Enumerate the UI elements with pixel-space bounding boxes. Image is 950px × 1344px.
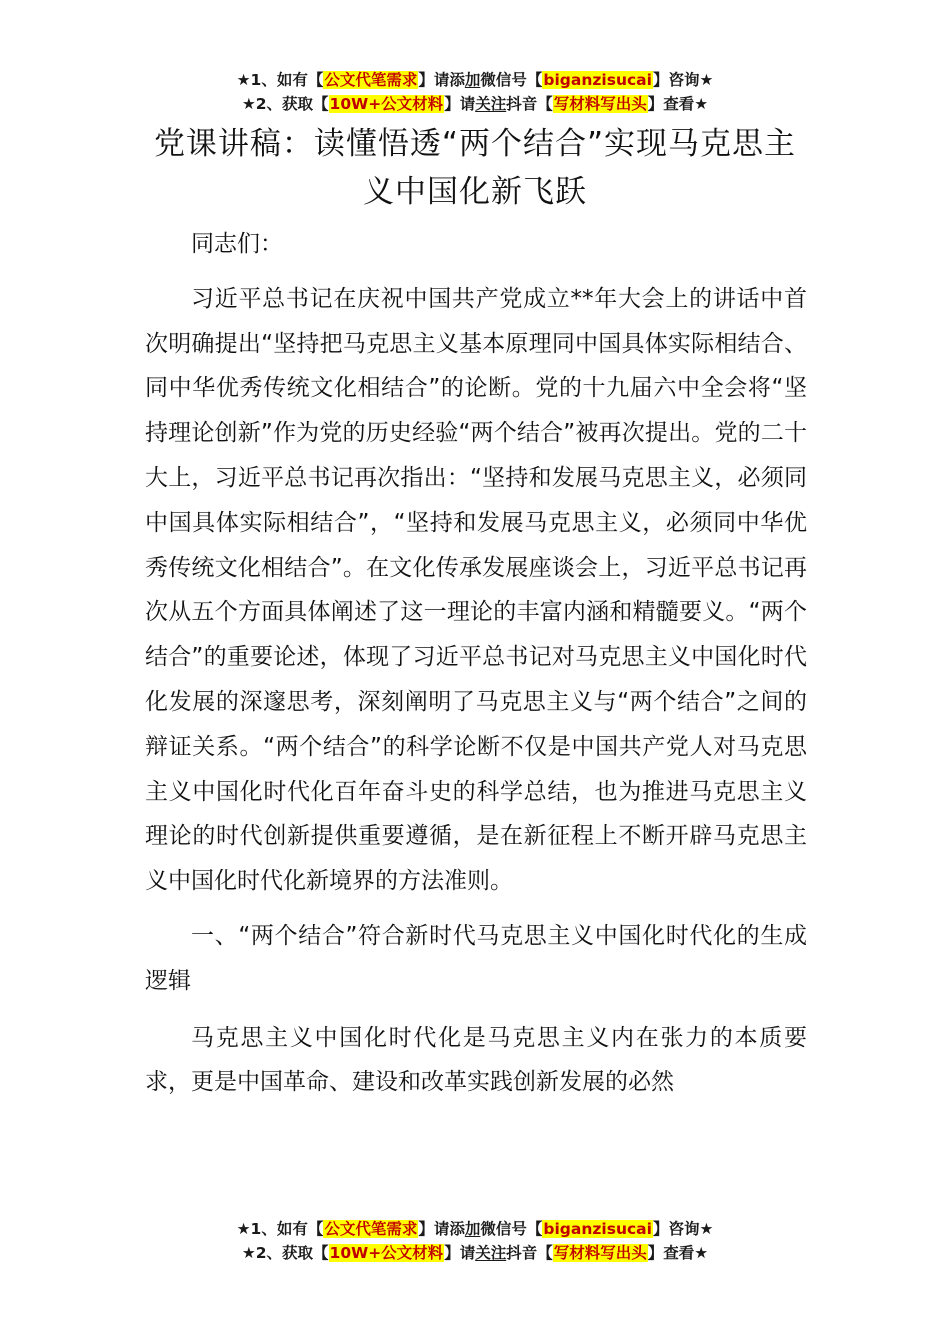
promo-line-1	[0, 1217, 950, 1241]
promo-highlight-wechat-id: biganzisucai	[543, 1220, 652, 1238]
promo-emphasis: 加	[464, 71, 481, 89]
promo-text: ★1、如有【	[236, 71, 324, 89]
promo-text: 】咨询★	[652, 71, 714, 89]
promo-text: 】请	[444, 95, 476, 113]
salutation: 同志们：	[191, 231, 283, 257]
promo-line-2	[0, 1241, 950, 1265]
promo-line-2	[0, 92, 950, 116]
promo-text: 微信号【	[480, 71, 543, 89]
promo-text: 】请	[444, 1244, 476, 1262]
promo-text: 】咨询★	[652, 1220, 714, 1238]
promo-text: ★1、如有【	[236, 1220, 324, 1238]
promo-text: 】查看★	[647, 95, 709, 113]
promo-highlight-douyin: 写材料写出头	[553, 1244, 647, 1262]
promo-text: 】查看★	[647, 1244, 709, 1262]
document-title: 党课讲稿：读懂悟透“两个结合”实现马克思主义中国化新飞跃	[153, 126, 797, 210]
promo-banner-bottom	[0, 1217, 950, 1265]
promo-emphasis: 加	[464, 1220, 481, 1238]
promo-text: 】请添	[418, 71, 465, 89]
promo-text: ★2、获取【	[241, 1244, 329, 1262]
promo-highlight-douyin: 写材料写出头	[553, 95, 647, 113]
document-body	[145, 222, 807, 1115]
promo-highlight: 10W+公文材料	[329, 95, 444, 113]
section-heading: 一、“两个结合”符合新时代马克思主义中国化时代化的生成逻辑	[145, 922, 807, 994]
promo-text: 】请添	[418, 1220, 465, 1238]
paragraph: 马克思主义中国化时代化是马克思主义内在张力的本质要求，更是中国革命、建设和改革实践创新发展的必然	[145, 1024, 807, 1096]
promo-highlight: 公文代笔需求	[324, 71, 418, 89]
promo-emphasis: 关注	[475, 1244, 507, 1262]
promo-highlight-wechat-id: biganzisucai	[543, 71, 652, 89]
promo-emphasis: 关注	[475, 95, 507, 113]
promo-text: 抖音【	[506, 1244, 553, 1262]
promo-text: ★2、获取【	[241, 95, 329, 113]
paragraph: 习近平总书记在庆祝中国共产党成立**年大会上的讲话中首次明确提出“坚持把马克思主义基本原理同中国具体实际相结合、同中华优秀传统文化相结合”的论断。党的十九届六中全会将“坚持理论创新”作为党的历史经验“两个结合”被再次提出。党的二十大上，习近平总书记再次指出：“坚持和发展马克思主义，必须同中国具体实际相结合”，“坚持和发展马克思主义，必须同中华优秀传统文化相结合”。在文化传承发展座谈会上，习近平总书记再次从五个方面具体阐述了这一理论的丰富内涵和精髓要义。“两个结合”的重要论述，体现了习近平总书记对马克思主义中国化时代化发展的深邃思考，深刻阐明了马克思主义与“两个结合”之间的辩证关系。“两个结合”的科学论断不仅是中国共产党人对马克思主义中国化时代化百年奋斗史的科学总结，也为推进马克思主义理论的时代创新提供重要遵循，是在新征程上不断开辟马克思主义中国化时代化新境界的方法准则。	[145, 285, 807, 895]
promo-highlight: 10W+公文材料	[329, 1244, 444, 1262]
promo-banner-top	[0, 68, 950, 116]
promo-line-1	[0, 68, 950, 92]
promo-highlight: 公文代笔需求	[324, 1220, 418, 1238]
promo-text: 微信号【	[480, 1220, 543, 1238]
promo-text: 抖音【	[506, 95, 553, 113]
